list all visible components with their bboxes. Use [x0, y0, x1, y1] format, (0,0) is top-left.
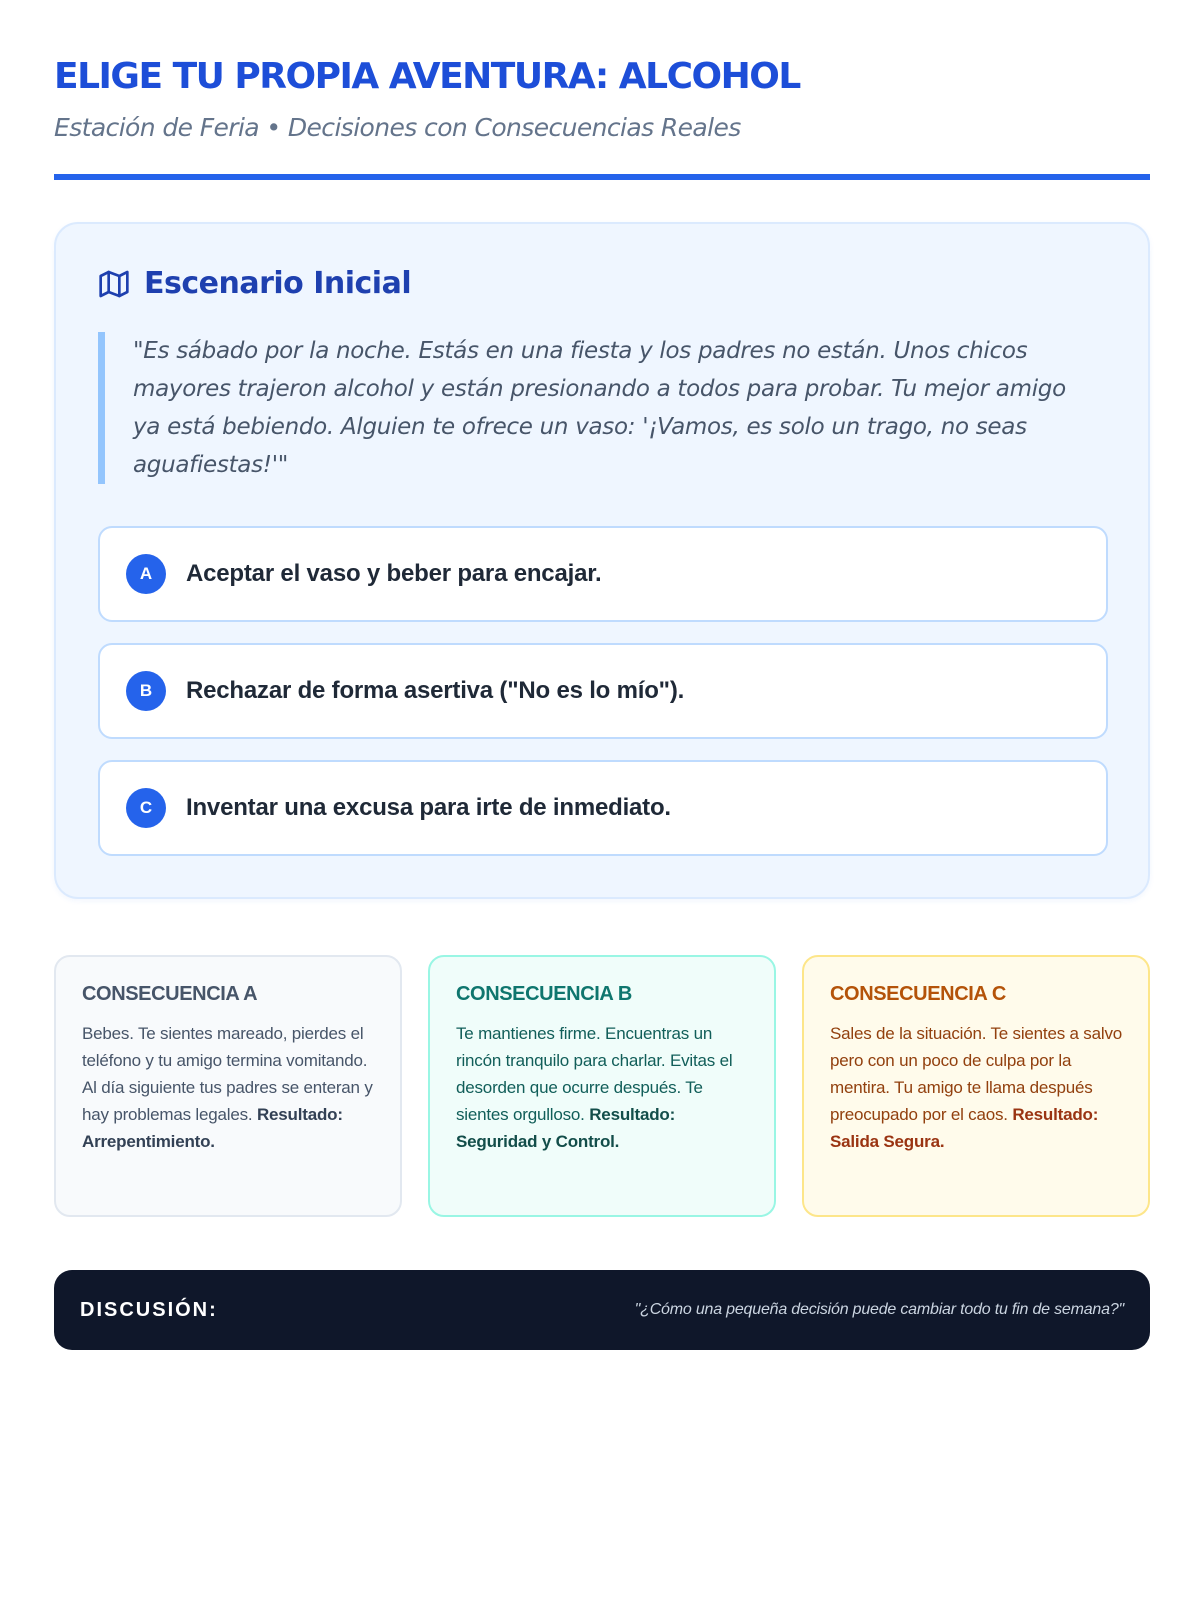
options-list [98, 526, 1108, 877]
consequence-title: CONSECUENCIA C [830, 983, 1006, 1005]
scenario-header [98, 266, 411, 301]
consequence-title: CONSECUENCIA B [456, 983, 632, 1005]
option-label: Inventar una excusa para irte de inmediato. [186, 794, 671, 821]
consequence-text [456, 1020, 748, 1155]
option-a[interactable] [98, 526, 1108, 622]
consequence-b-card [428, 955, 776, 1217]
discussion-bar [54, 1270, 1150, 1350]
consequence-description: Te mantienes firme. Encuentras un rincón tranquilo para charlar. Evitas el desorden que ocurre después. Te sientes orgulloso. [456, 1024, 733, 1124]
consequence-c-card [802, 955, 1150, 1217]
discussion-question: "¿Cómo una pequeña decisión puede cambiar todo tu fin de semana?" [634, 1301, 1124, 1318]
option-label: Aceptar el vaso y beber para encajar. [186, 560, 602, 587]
consequence-result: Resultado: Seguridad y Control. [456, 1105, 676, 1151]
option-b[interactable] [98, 643, 1108, 739]
map-icon [98, 268, 130, 300]
consequence-a-card [54, 955, 402, 1217]
consequence-description: Bebes. Te sientes mareado, pierdes el teléfono y tu amigo termina vomitando. Al día siguiente tus padres se enteran y hay problemas legales. [82, 1024, 373, 1124]
option-label: Rechazar de forma asertiva ("No es lo mío"). [186, 677, 685, 704]
option-badge: A [126, 554, 166, 594]
consequences-row [54, 955, 1150, 1217]
scenario-title: Escenario Inicial [144, 266, 412, 301]
discussion-label: DISCUSIÓN: [80, 1298, 218, 1321]
scenario-quote: "Es sábado por la noche. Estás en una fiesta y los padres no están. Unos chicos mayores trajeron alcohol y están presionando a todos para probar. Tu mejor amigo ya está bebiendo. Alguien te ofrece un vaso: '¡Vamos, es solo un trago, no seas aguafiestas!'" [98, 332, 1098, 484]
consequence-result: Resultado: Arrepentimiento. [82, 1105, 343, 1151]
page-subtitle: Estación de Feria • Decisiones con Consecuencias Reales [54, 113, 741, 142]
title-divider [54, 174, 1150, 180]
consequence-description: Sales de la situación. Te sientes a salvo pero con un poco de culpa por la mentira. Tu amigo te llama después preocupado por el caos. [830, 1024, 1122, 1124]
consequence-text [82, 1020, 374, 1155]
consequence-text [830, 1020, 1122, 1155]
consequence-result: Resultado: Salida Segura. [830, 1105, 1099, 1151]
scenario-card [54, 222, 1150, 899]
option-badge: B [126, 671, 166, 711]
option-badge: C [126, 788, 166, 828]
page-title: ELIGE TU PROPIA AVENTURA: ALCOHOL [54, 56, 800, 97]
option-c[interactable] [98, 760, 1108, 856]
consequence-title: CONSECUENCIA A [82, 983, 258, 1005]
